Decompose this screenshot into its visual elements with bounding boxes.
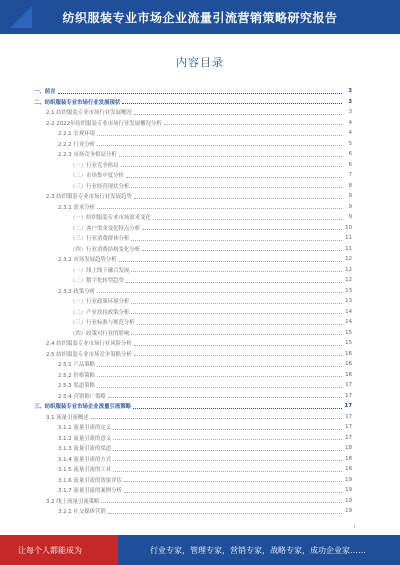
toc-entry-page: 19 — [345, 497, 352, 504]
toc-entry-label: 3.1.2 流量引流的意义 — [58, 435, 112, 442]
toc-entry[interactable] — [34, 433, 352, 444]
toc-entry-page: 13 — [345, 298, 352, 305]
toc-leader-dots — [133, 408, 342, 409]
toc-entry-page: 17 — [344, 403, 352, 410]
toc-leader-dots — [119, 156, 342, 157]
toc-entry-page: 16 — [345, 371, 352, 378]
toc-entry-page: 3 — [348, 98, 352, 105]
page-number: 1 — [353, 524, 356, 529]
toc-entry[interactable] — [34, 370, 352, 381]
toc-entry[interactable] — [34, 296, 352, 307]
toc-entry[interactable] — [34, 275, 352, 286]
toc-entry[interactable] — [34, 139, 352, 150]
toc-entry[interactable] — [34, 181, 352, 192]
toc-entry[interactable] — [34, 422, 352, 433]
toc-entry-label: （三）行业经营现状分析 — [70, 183, 130, 190]
toc-leader-dots — [121, 166, 342, 167]
toc-entry[interactable] — [34, 160, 352, 171]
toc-entry-page: 9 — [348, 193, 352, 200]
toc-heading: 内容目录 — [176, 56, 224, 69]
toc-leader-dots — [97, 292, 342, 293]
toc-entry-page: 7 — [348, 172, 352, 179]
toc-entry-page: 6 — [348, 151, 352, 158]
toc-entry-page: 11 — [345, 245, 352, 252]
toc-entry-label: 3.1.7 流量引流的案例分析 — [58, 488, 122, 495]
toc-entry-page: 17 — [345, 392, 352, 399]
toc-entry-page: 11 — [345, 235, 352, 242]
toc-entry[interactable] — [34, 202, 352, 213]
toc-leader-dots — [134, 345, 342, 346]
toc-entry[interactable] — [34, 212, 352, 223]
toc-leader-dots — [131, 313, 342, 314]
toc-entry-label: （二）客户需求变化特点分析 — [70, 225, 141, 232]
toc-entry-page: 8 — [348, 182, 352, 189]
toc-leader-dots — [113, 450, 342, 451]
report-header-bar — [0, 0, 400, 34]
toc-entry-page: 12 — [345, 277, 352, 284]
toc-leader-dots — [124, 481, 342, 482]
toc-entry-page: 3 — [348, 109, 352, 116]
toc-entry-page: 16 — [345, 350, 352, 357]
toc-entry-label: 3.1.4 流量引流的方式 — [58, 456, 112, 463]
toc-leader-dots — [131, 334, 342, 335]
toc-leader-dots — [97, 145, 342, 146]
toc-leader-dots — [134, 114, 342, 115]
toc-entry[interactable] — [34, 443, 352, 454]
toc-entry-page: 18 — [345, 466, 352, 473]
toc-entry-label: 3.1.1 流量引流的定义 — [58, 425, 112, 432]
toc-leader-dots — [91, 418, 342, 419]
toc-entry-page: 19 — [345, 476, 352, 483]
toc-entry-label: 2.5.2 价格策略 — [58, 372, 95, 379]
toc-entry-page: 19 — [345, 508, 352, 515]
toc-entry-label: 2.3 纺织服装专业市场行业发展趋势 — [46, 194, 132, 201]
toc-entry-page: 12 — [345, 256, 352, 263]
toc-entry-label: （一）线上线下融合发展 — [70, 267, 130, 274]
toc-entry-label: （三）行业消费群体分析 — [70, 236, 130, 243]
toc-leader-dots — [119, 261, 342, 262]
toc-entry-label: （二）产业扶持政策分析 — [70, 309, 130, 316]
toc-entry-label: （一）行业政策环境分析 — [70, 299, 130, 306]
toc-entry-label: （二）市场集中度分析 — [70, 173, 124, 180]
toc-entry[interactable] — [34, 475, 352, 486]
footer-bar — [0, 535, 400, 565]
toc-entry-page: 14 — [345, 319, 352, 326]
toc-leader-dots — [113, 439, 342, 440]
toc-entry-page: 17 — [345, 413, 352, 420]
toc-entry-label: 3.2.1 社交媒体营销 — [58, 509, 106, 516]
toc-entry-label: （一）纺织服装专业市场需求变化 — [70, 215, 151, 222]
toc-entry-label: 3.1.3 流量引流的渠道 — [58, 446, 112, 453]
toc-entry[interactable] — [34, 412, 352, 423]
toc-leader-dots — [108, 513, 342, 514]
toc-entry[interactable] — [34, 149, 352, 160]
toc-entry-label: （三）行业标准与规范分析 — [70, 320, 135, 327]
toc-entry-label: 2.4 纺织服装专业市场行业风险分析 — [46, 341, 132, 348]
toc-entry-label: 二、纺织服装专业市场行业发展现状 — [34, 99, 121, 106]
toc-leader-dots — [126, 177, 342, 178]
toc-entry-label: （二）数字化转型趋势 — [70, 278, 124, 285]
toc-leader-dots — [131, 187, 342, 188]
toc-entry-page: 9 — [348, 203, 352, 210]
toc-entry[interactable] — [34, 107, 352, 118]
toc-leader-dots — [97, 208, 342, 209]
toc-leader-dots — [164, 124, 342, 125]
toc-entry-label: 2.1 纺织服装专业市场行业发展概况 — [46, 110, 132, 117]
table-of-contents — [34, 86, 352, 517]
toc-leader-dots — [97, 387, 342, 388]
toc-leader-dots — [113, 460, 342, 461]
toc-entry[interactable] — [34, 317, 352, 328]
toc-entry-label: 3.2 线上流量引流策略 — [46, 498, 100, 505]
toc-leader-dots — [131, 271, 342, 272]
toc-leader-dots — [97, 376, 342, 377]
toc-leader-dots — [122, 103, 342, 104]
toc-leader-dots — [153, 219, 342, 220]
toc-entry-label: 3.1.5 流量引流的工具 — [58, 467, 112, 474]
toc-entry-label: 2.5.4 营销推广策略 — [58, 393, 106, 400]
toc-entry[interactable] — [34, 97, 352, 108]
toc-entry-page: 12 — [345, 266, 352, 273]
toc-entry[interactable] — [34, 496, 352, 507]
toc-leader-dots — [113, 471, 342, 472]
toc-entry-page: 16 — [345, 361, 352, 368]
toc-entry-page: 17 — [345, 382, 352, 389]
report-title: 纺织服装专业市场企业流量引流营销策略研究报告 — [62, 11, 338, 25]
toc-leader-dots — [126, 282, 342, 283]
toc-entry[interactable] — [34, 244, 352, 255]
toc-entry[interactable] — [34, 401, 352, 412]
toc-entry-label: （一）行业竞争格局 — [70, 162, 119, 169]
toc-entry[interactable] — [34, 128, 352, 139]
toc-leader-dots — [113, 429, 342, 430]
toc-entry[interactable] — [34, 265, 352, 276]
toc-entry[interactable] — [34, 286, 352, 297]
toc-entry-page: 4 — [348, 130, 352, 137]
toc-entry[interactable] — [34, 454, 352, 465]
toc-entry-label: 2.3.3 政策分析 — [58, 288, 95, 295]
toc-leader-dots — [142, 250, 342, 251]
toc-entry[interactable] — [34, 359, 352, 370]
toc-entry-label: （四）政策对行业的影响 — [70, 330, 130, 337]
toc-leader-dots — [97, 135, 342, 136]
toc-entry-page: 6 — [348, 161, 352, 168]
toc-entry[interactable] — [34, 485, 352, 496]
toc-entry-page: 10 — [345, 224, 352, 231]
toc-entry-page: 18 — [345, 445, 352, 452]
toc-entry[interactable] — [34, 464, 352, 475]
toc-entry-page: 15 — [345, 340, 352, 347]
toc-entry-page: 9 — [348, 214, 352, 221]
toc-entry[interactable] — [34, 338, 352, 349]
toc-entry-page: 17 — [345, 424, 352, 431]
toc-entry-page: 5 — [348, 140, 352, 147]
toc-entry-label: （四）行业消费结构变化分析 — [70, 246, 141, 253]
toc-entry-page: 17 — [345, 434, 352, 441]
toc-leader-dots — [131, 303, 342, 304]
toc-entry-page: 14 — [345, 308, 352, 315]
toc-entry[interactable] — [34, 391, 352, 402]
toc-entry-label: 2.2 2022年纺织服装专业市场行业发展概况分析 — [46, 120, 162, 127]
toc-entry-page: 19 — [345, 487, 352, 494]
toc-leader-dots — [124, 492, 342, 493]
toc-entry[interactable] — [34, 233, 352, 244]
toc-entry-label: 2.2.1 宏观环境 — [58, 131, 95, 138]
toc-leader-dots — [142, 229, 342, 230]
toc-entry-page: 18 — [345, 455, 352, 462]
toc-entry-label: 2.2.3 市场竞争格局分析 — [58, 152, 117, 159]
toc-leader-dots — [131, 240, 342, 241]
toc-leader-dots — [108, 397, 342, 398]
toc-entry[interactable] — [34, 307, 352, 318]
toc-entry[interactable] — [34, 118, 352, 129]
toc-entry-page: 15 — [345, 329, 352, 336]
toc-entry-label: 2.5.1 产品策略 — [58, 362, 95, 369]
toc-entry-page: 13 — [345, 287, 352, 294]
toc-entry[interactable] — [34, 506, 352, 517]
footer-tags: 行业专家，管理专家，营销专家，战略专家，成功企业家…… — [150, 546, 366, 555]
toc-entry[interactable] — [34, 254, 352, 265]
toc-entry-label: 2.5.3 渠道策略 — [58, 383, 95, 390]
toc-leader-dots — [58, 93, 342, 94]
toc-entry[interactable] — [34, 328, 352, 339]
toc-leader-dots — [97, 366, 342, 367]
footer-slogan: 让每个人都能成为 — [18, 546, 82, 555]
toc-entry-label: 2.3.1 需求分析 — [58, 204, 95, 211]
toc-entry-label: 三、纺织服装专业市场企业流量引流策略 — [34, 404, 132, 411]
toc-entry[interactable] — [34, 86, 352, 97]
toc-leader-dots — [134, 198, 342, 199]
toc-entry[interactable] — [34, 223, 352, 234]
toc-entry[interactable] — [34, 349, 352, 360]
toc-leader-dots — [134, 355, 342, 356]
toc-entry-page: 4 — [348, 119, 352, 126]
toc-entry-page: 3 — [348, 88, 352, 95]
toc-entry[interactable] — [34, 170, 352, 181]
toc-entry-label: 3.1 流量引流概述 — [46, 414, 89, 421]
toc-entry-label: 一、前言 — [34, 89, 56, 96]
toc-entry-label: 2.5 纺织服装专业市场竞争策略分析 — [46, 351, 132, 358]
toc-leader-dots — [137, 324, 342, 325]
toc-entry[interactable] — [34, 380, 352, 391]
toc-entry[interactable] — [34, 191, 352, 202]
toc-entry-label: 3.1.6 流量引流的效果评估 — [58, 477, 122, 484]
toc-entry-label: 2.3.2 市场发展趋势分析 — [58, 257, 117, 264]
toc-leader-dots — [101, 502, 342, 503]
toc-entry-label: 2.2.2 行业分析 — [58, 141, 95, 148]
